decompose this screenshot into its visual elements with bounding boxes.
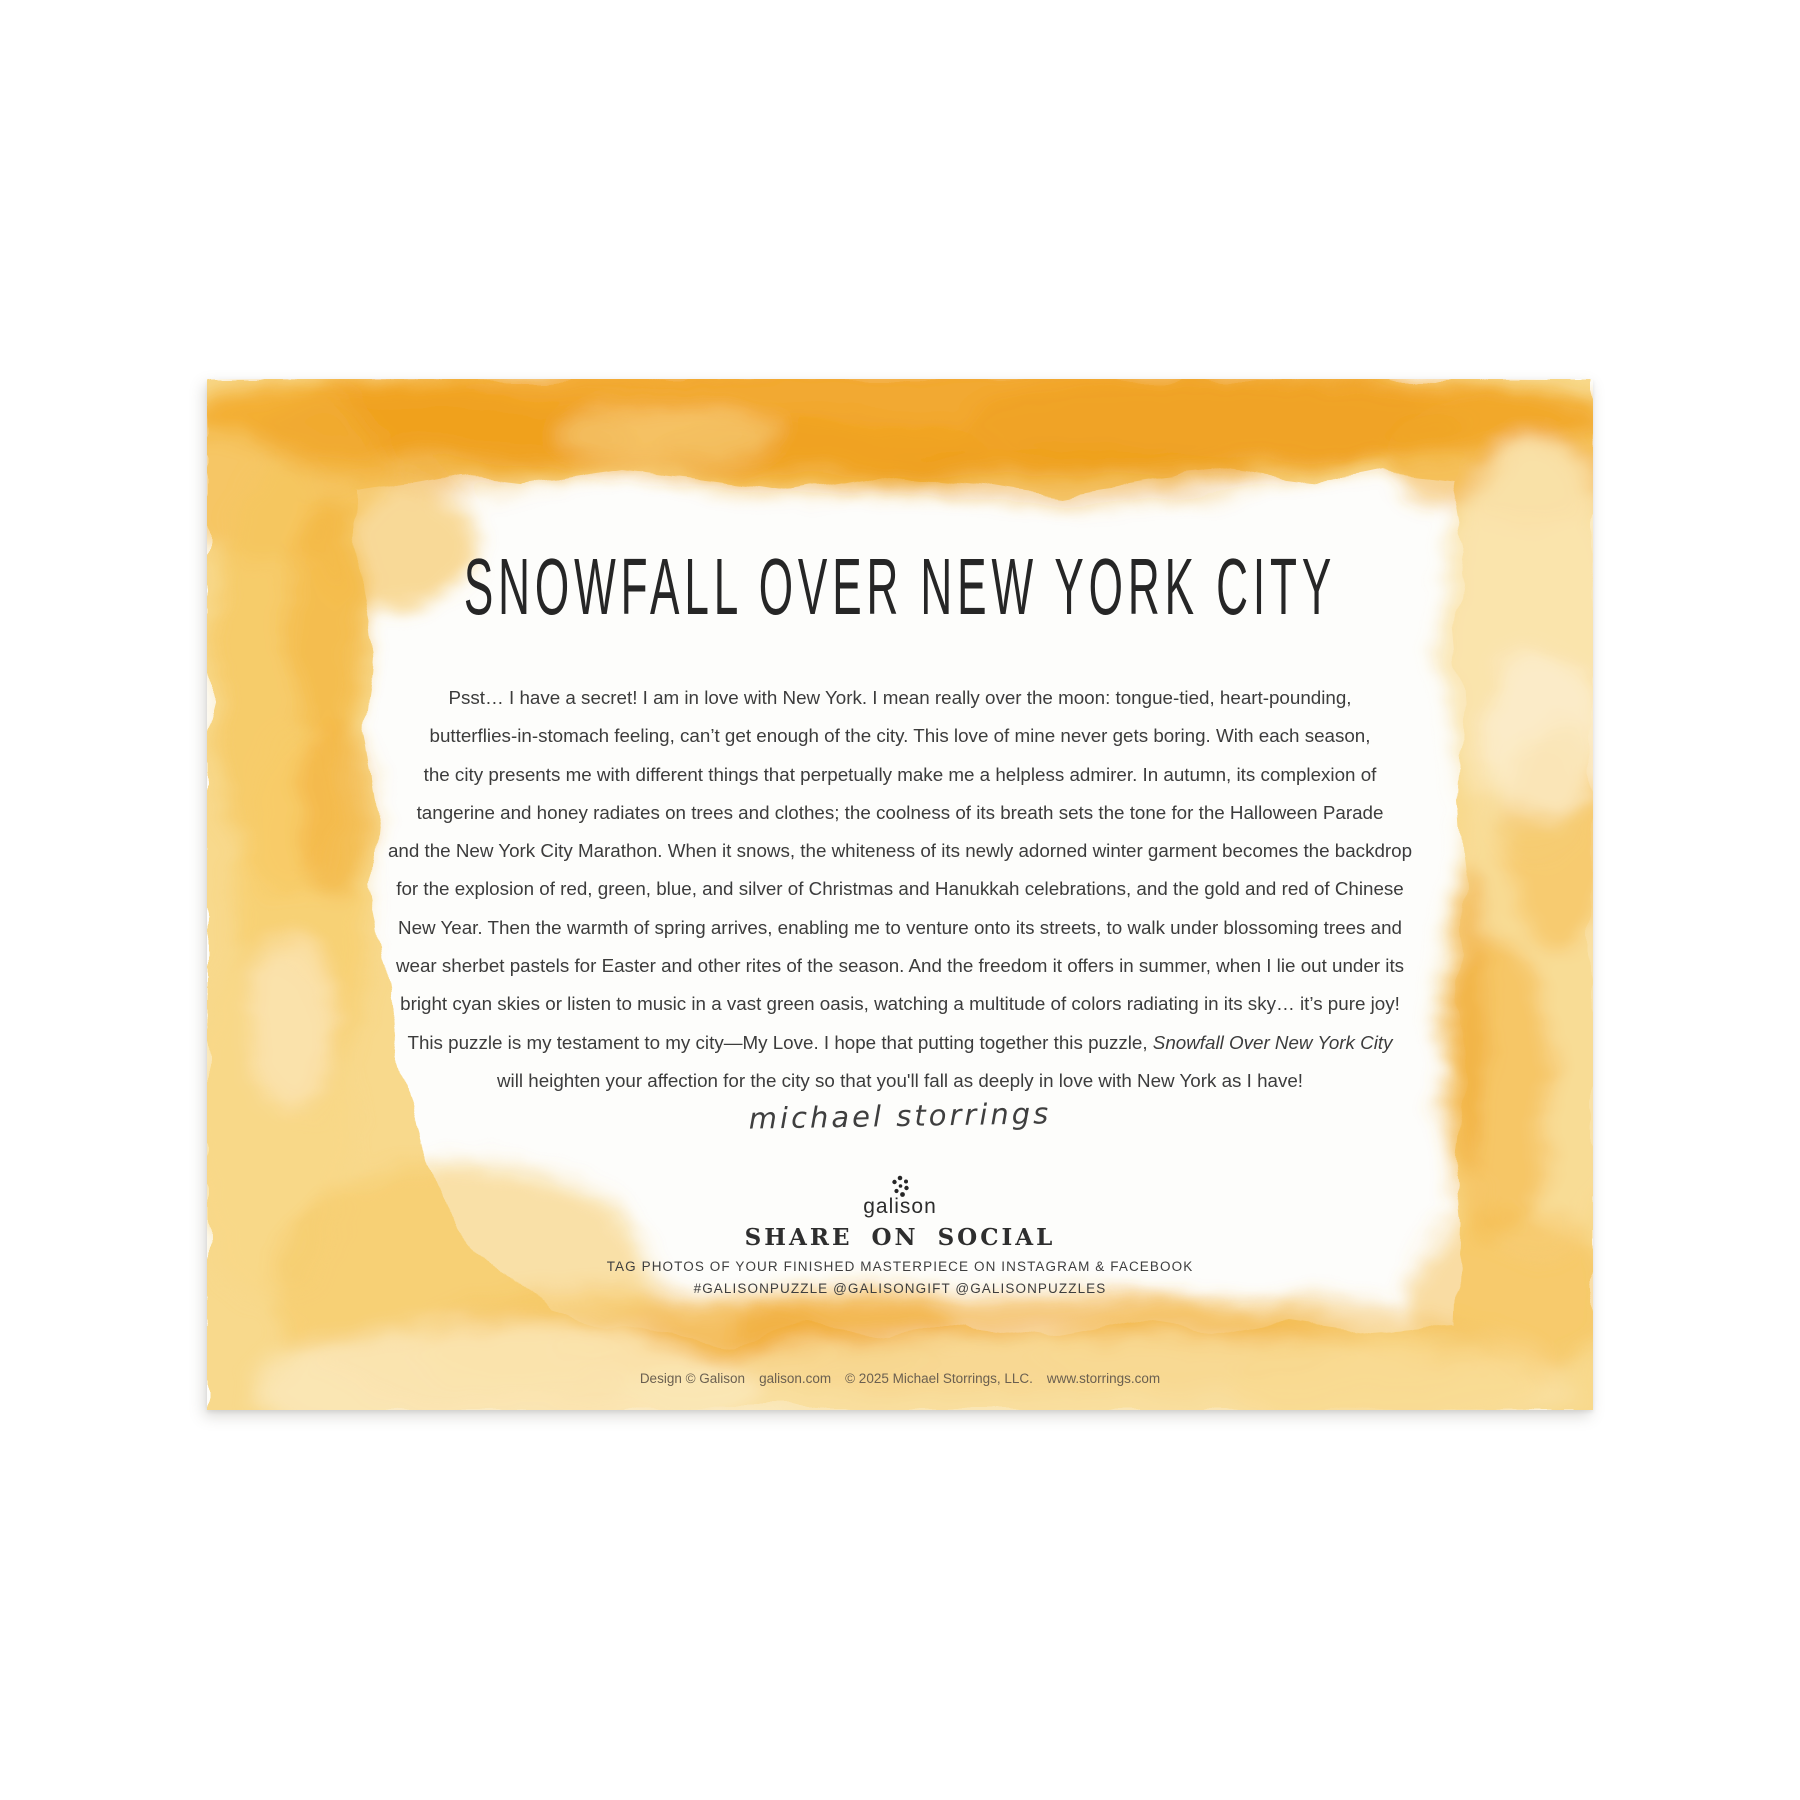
social-handles: #GALISONPUZZLE @GALISONGIFT @GALISONPUZZLES xyxy=(693,1281,1107,1296)
insert-content xyxy=(207,379,1593,1410)
intro-paragraph xyxy=(247,679,1553,1100)
paragraph-line: Psst… I have a secret! I am in love with New York. I mean really over the moon: tongue-tied, heart-pounding, xyxy=(448,687,1352,708)
artist-signature: michael storrings xyxy=(748,1096,1052,1136)
copyright-segment: www.storrings.com xyxy=(1046,1371,1161,1386)
paragraph-line: will heighten your affection for the city so that you'll fall as deeply in love with New York as I have! xyxy=(496,1069,1304,1091)
paragraph-line: butterflies-in-stomach feeling, can’t get enough of the city. This love of mine never gets boring. With each season, xyxy=(429,725,1371,747)
paragraph-line: for the explosion of red, green, blue, and silver of Christmas and Hanukkah celebrations, and the gold and red of Chinese xyxy=(396,878,1404,900)
paragraph-line: This puzzle is my testament to my city—My Love. I hope that putting together this puzzle, Snowfall Over New York City xyxy=(407,1031,1393,1053)
paragraph-line: tangerine and honey radiates on trees and clothes; the coolness of its breath sets the tone for the Halloween Parade xyxy=(416,801,1384,823)
copyright-segment: galison.com xyxy=(759,1371,832,1386)
poster-title: SNOWFALL OVER NEW YORK CITY xyxy=(463,541,1337,632)
paragraph-line: bright cyan skies or listen to music in a vast green oasis, watching a multitude of colors radiating in its sky… it’s pure joy! xyxy=(400,993,1400,1015)
paragraph-line: the city presents me with different things that perpetually make me a helpless admirer. In autumn, its complexion of xyxy=(423,763,1377,785)
share-on-social-heading: SHARE ON SOCIAL xyxy=(744,1224,1056,1251)
paragraph-line: New Year. Then the warmth of spring arrives, enabling me to venture onto its streets, to walk under blossoming trees and xyxy=(398,916,1402,938)
social-tag-instructions: TAG PHOTOS OF YOUR FINISHED MASTERPIECE ON INSTAGRAM & FACEBOOK xyxy=(606,1259,1194,1274)
paragraph-line: wear sherbet pastels for Easter and other rites of the season. And the freedom it offers in summer, when I lie out under its xyxy=(395,955,1405,977)
copyright-segment: © 2025 Michael Storrings, LLC. xyxy=(845,1371,1033,1386)
copyright-line xyxy=(207,1371,1593,1386)
copyright-segment: Design © Galison xyxy=(639,1371,746,1386)
galison-logo-text: galison xyxy=(863,1195,937,1218)
puzzle-insert-card xyxy=(207,379,1593,1410)
paragraph-line: and the New York City Marathon. When it snows, the whiteness of its newly adorned winter garment becomes the backdrop xyxy=(387,840,1413,862)
